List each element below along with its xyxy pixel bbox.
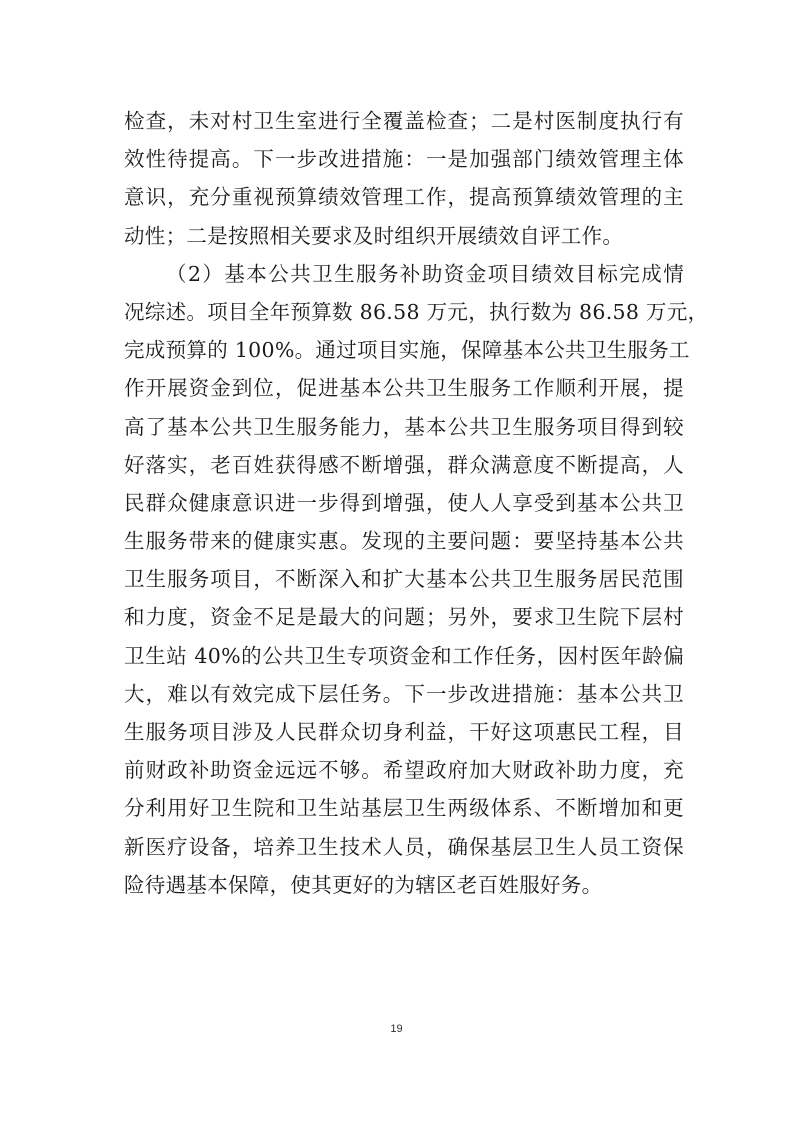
text-line: 好落实，老百姓获得感不断增强，群众满意度不断提高，人 (124, 452, 684, 477)
text-line: 生服务带来的健康实惠。发现的主要问题：要坚持基本公共 (124, 529, 684, 554)
text-line: 况综述。项目全年预算数 86.58 万元，执行数为 86.58 万元， (124, 299, 709, 324)
text-line: 新医疗设备，培养卫生技术人员，确保基层卫生人员工资保 (124, 834, 684, 859)
text-line: 生服务项目涉及人民群众切身利益，干好这项惠民工程，目 (124, 720, 684, 744)
text-line: 卫生服务项目，不断深入和扩大基本公共卫生服务居民范围 (124, 567, 684, 592)
text-line: 前财政补助资金远远不够。希望政府加大财政补助力度，充 (124, 758, 684, 783)
text-line: 分利用好卫生院和卫生站基层卫生两级体系、不断增加和更 (124, 796, 684, 821)
text-line: 高了基本公共卫生服务能力，基本公共卫生服务项目得到较 (124, 414, 684, 439)
text-line: 民群众健康意识进一步得到增强，使人人享受到基本公共卫 (124, 490, 684, 515)
body-text (124, 102, 709, 904)
page-number: 19 (390, 1023, 403, 1035)
text-line: 大，难以有效完成下层任务。下一步改进措施：基本公共卫 (124, 681, 684, 706)
text-line: 完成预算的 100%。通过项目实施，保障基本公共卫生服务工 (124, 338, 690, 363)
text-line: 险待遇基本保障，使其更好的为辖区老百姓服好务。 (124, 872, 603, 897)
text-line: 和力度，资金不足是最大的问题；另外，要求卫生院下层村 (124, 605, 684, 630)
text-line: 意识，充分重视预算绩效管理工作，提高预算绩效管理的主 (124, 185, 684, 210)
paragraph-heading-line: （2）基本公共卫生服务补助资金项目绩效目标完成情 (166, 261, 684, 286)
text-line: 检查，未对村卫生室进行全覆盖检查；二是村医制度执行有 (124, 109, 684, 133)
text-line: 卫生站 40%的公共卫生专项资金和工作任务，因村医年龄偏 (124, 643, 684, 668)
text-line: 作开展资金到位，促进基本公共卫生服务工作顺利开展，提 (124, 376, 684, 401)
text-line: 效性待提高。下一步改进措施：一是加强部门绩效管理主体 (124, 147, 684, 172)
text-line: 动性；二是按照相关要求及时组织开展绩效自评工作。 (124, 223, 624, 248)
